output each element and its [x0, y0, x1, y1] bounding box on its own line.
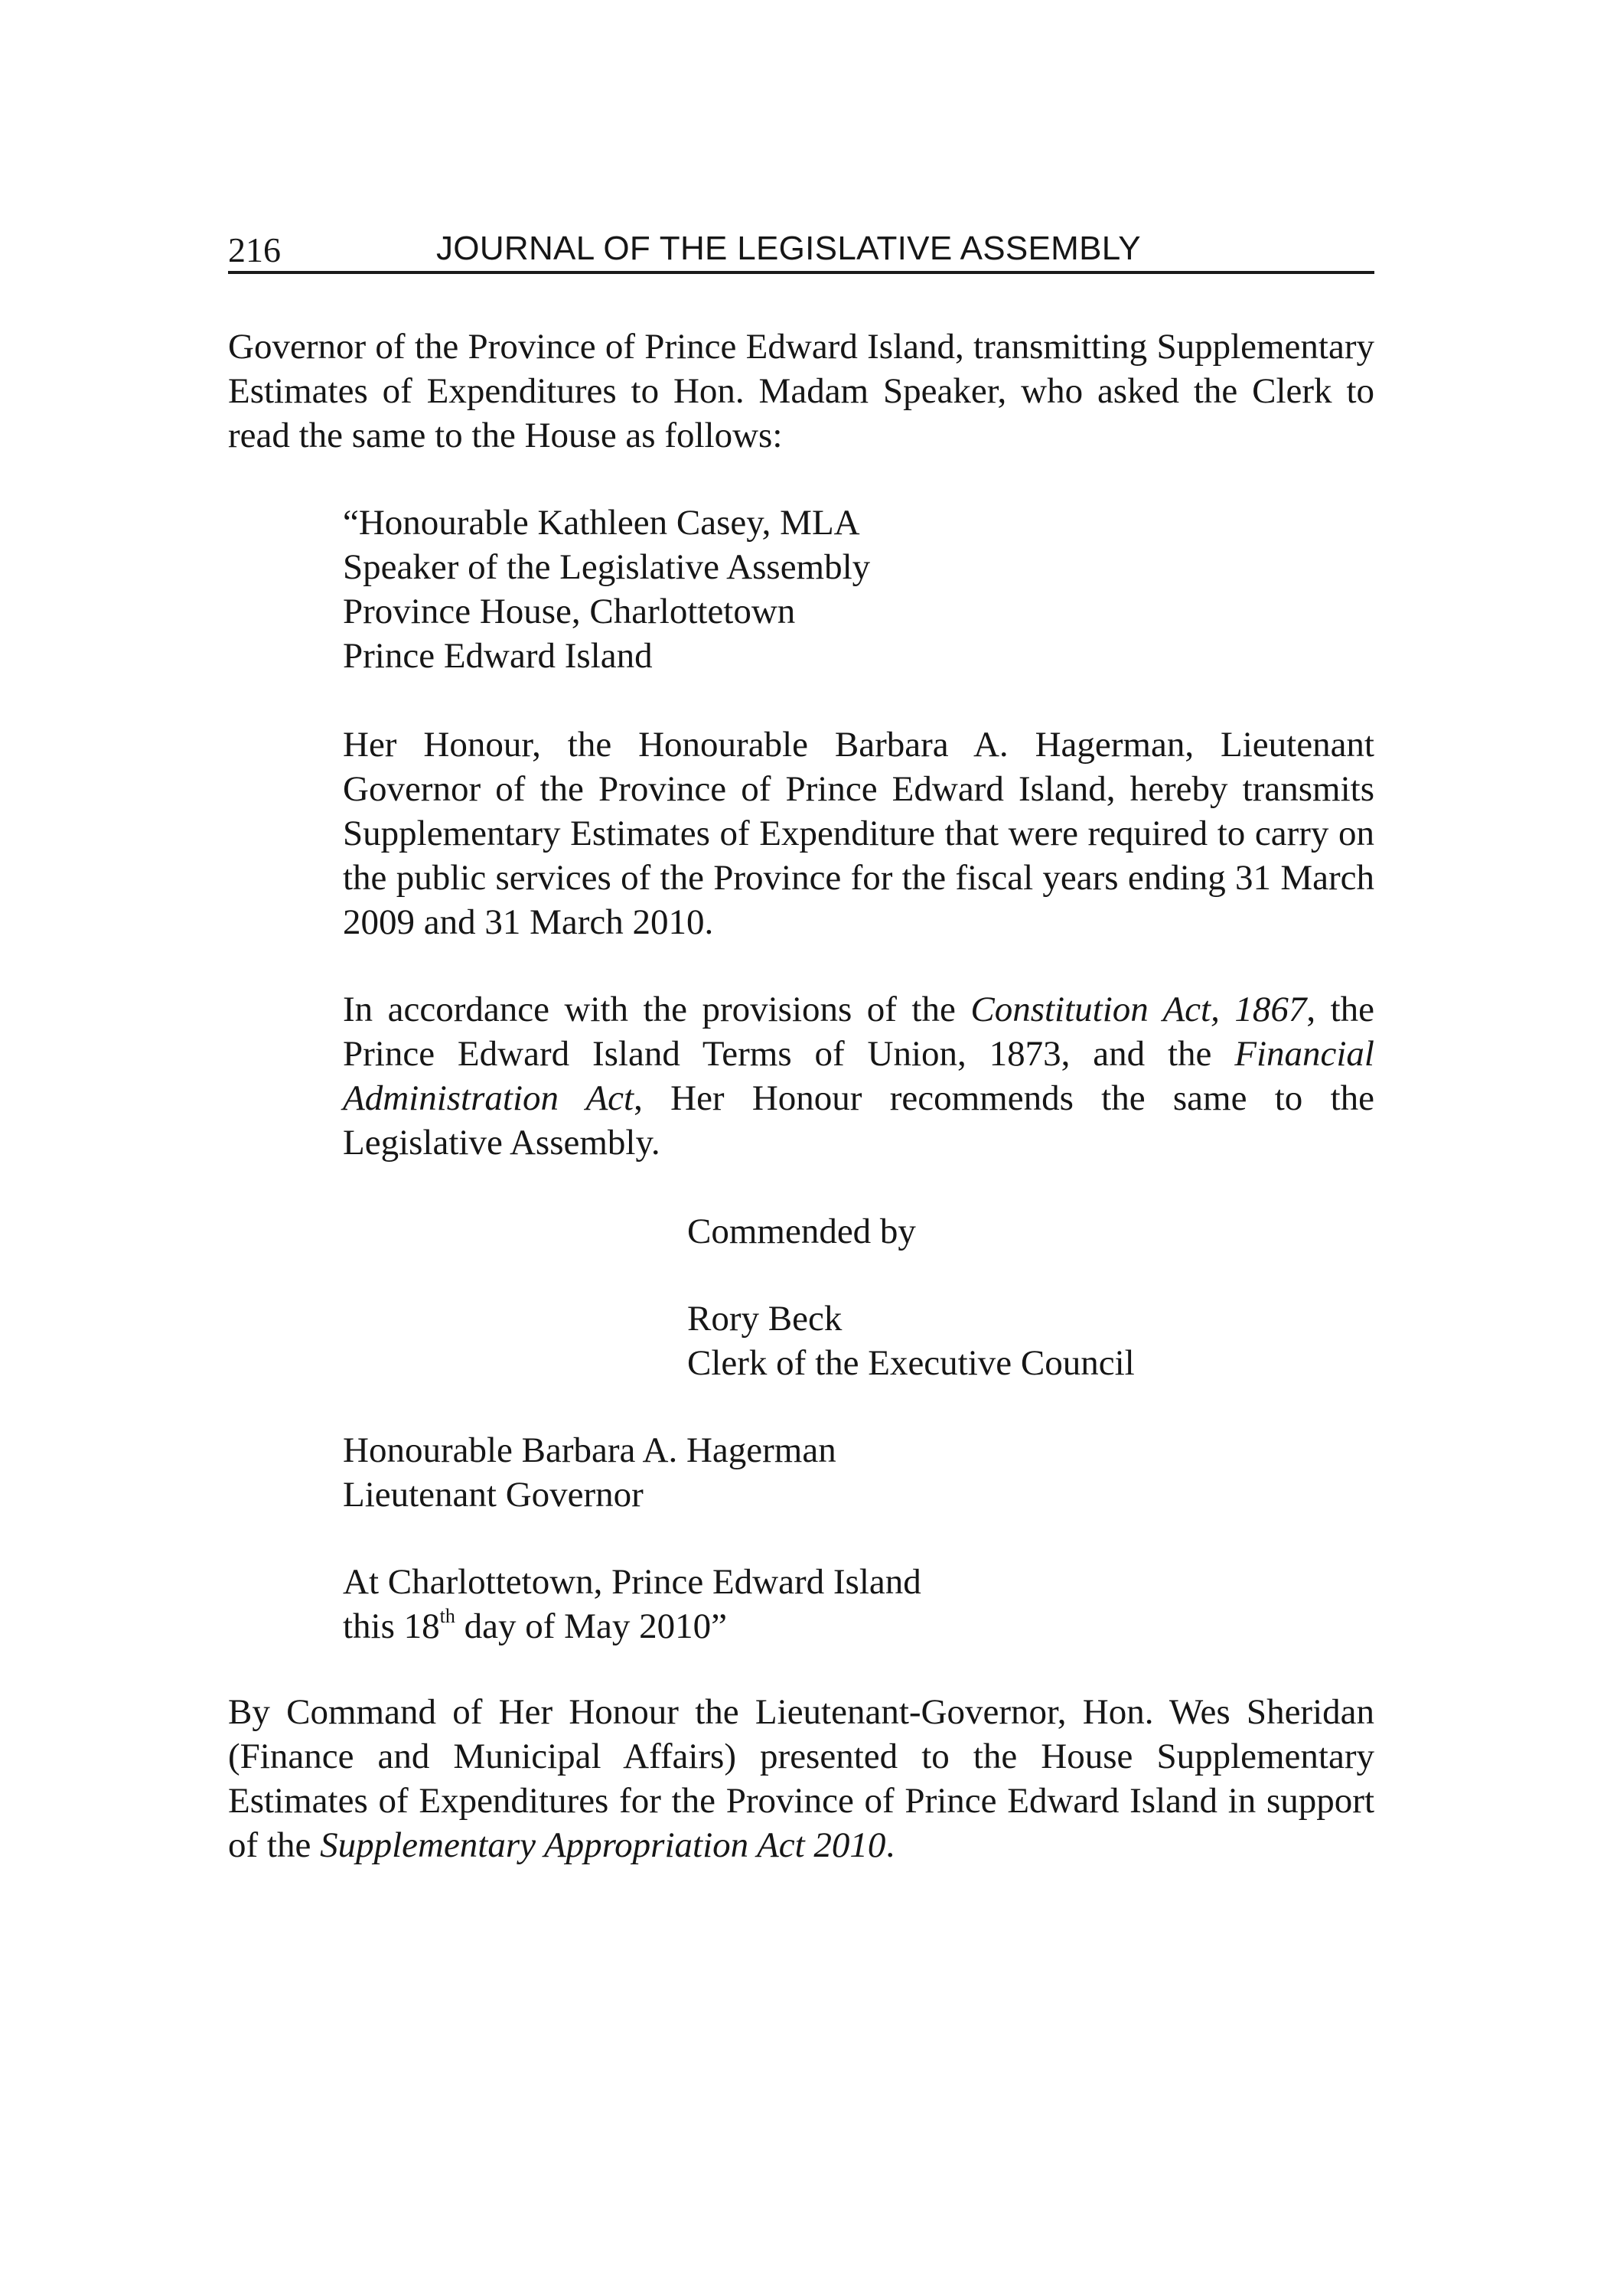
commended-by: [687, 1209, 1299, 1254]
recommendation-text: , Her Honour recommends the same to the Legislative Assembly.: [343, 1078, 1374, 1163]
commended-by-label: Commended by: [687, 1212, 916, 1251]
appropriation-act-title: Supplementary Appropriation Act 2010: [320, 1825, 886, 1865]
address-line: Province House, Charlottetown: [343, 592, 796, 631]
recommendation-text: , the Prince Edward Island Terms of Union, 1873, and the: [343, 990, 1374, 1074]
lieutenant-governor-title: Lieutenant Governor: [343, 1475, 644, 1515]
running-title: JOURNAL OF THE LEGISLATIVE ASSEMBLY: [436, 230, 1141, 267]
signatory-block: [687, 1296, 1299, 1385]
address-line: “Honourable Kathleen Casey, MLA: [343, 503, 860, 543]
message-paragraph: Her Honour, the Honourable Barbara A. Hagerman, Lieutenant Governor of the Province of Prince Edward Island, hereby transmits Supplementary Estimates of Expenditure that were required to carry on the public services of the Province for the fiscal years ending 31 March 2009 and 31 March 2010.: [343, 725, 1374, 942]
lieutenant-governor-name: Honourable Barbara A. Hagerman: [343, 1430, 836, 1470]
place-date-block: [343, 1560, 1374, 1649]
closing-period: .: [885, 1825, 895, 1865]
signatory-title: Clerk of the Executive Council: [687, 1343, 1135, 1383]
address-line: Speaker of the Legislative Assembly: [343, 547, 871, 587]
date-suffix: day of May 2010”: [455, 1606, 727, 1646]
signatory-name: Rory Beck: [687, 1299, 843, 1339]
recommendation-text: In accordance with the provisions of the: [343, 990, 971, 1029]
date-prefix: this 18: [343, 1606, 440, 1646]
place-line: At Charlottetown, Prince Edward Island: [343, 1562, 921, 1602]
financial-act-title: Financial Administration Act: [343, 1034, 1374, 1118]
address-line: Prince Edward Island: [343, 636, 653, 676]
date-line: [343, 1604, 1374, 1649]
recommendation-paragraph: [343, 987, 1374, 1165]
closing-text: By Command of Her Honour the Lieutenant-Governor, Hon. Wes Sheridan (Finance and Municipal Affairs) presented to the House Supplementary Estimates of Expenditures for the Province of Prince Edward Island in support of the: [228, 1692, 1374, 1865]
address-block: [343, 501, 1374, 678]
page-header: [228, 219, 1374, 274]
page-number: 216: [228, 230, 281, 269]
intro-paragraph: Governor of the Province of Prince Edward Island, transmitting Supplementary Estimates of Expenditures to Hon. Madam Speaker, who asked the Clerk to read the same to the House as follows:: [228, 327, 1374, 455]
closing-paragraph: [228, 1690, 1374, 1867]
constitution-act-title: Constitution Act, 1867: [970, 990, 1307, 1029]
ordinal-suffix: th: [439, 1605, 455, 1627]
lieutenant-governor-block: [343, 1428, 1374, 1517]
